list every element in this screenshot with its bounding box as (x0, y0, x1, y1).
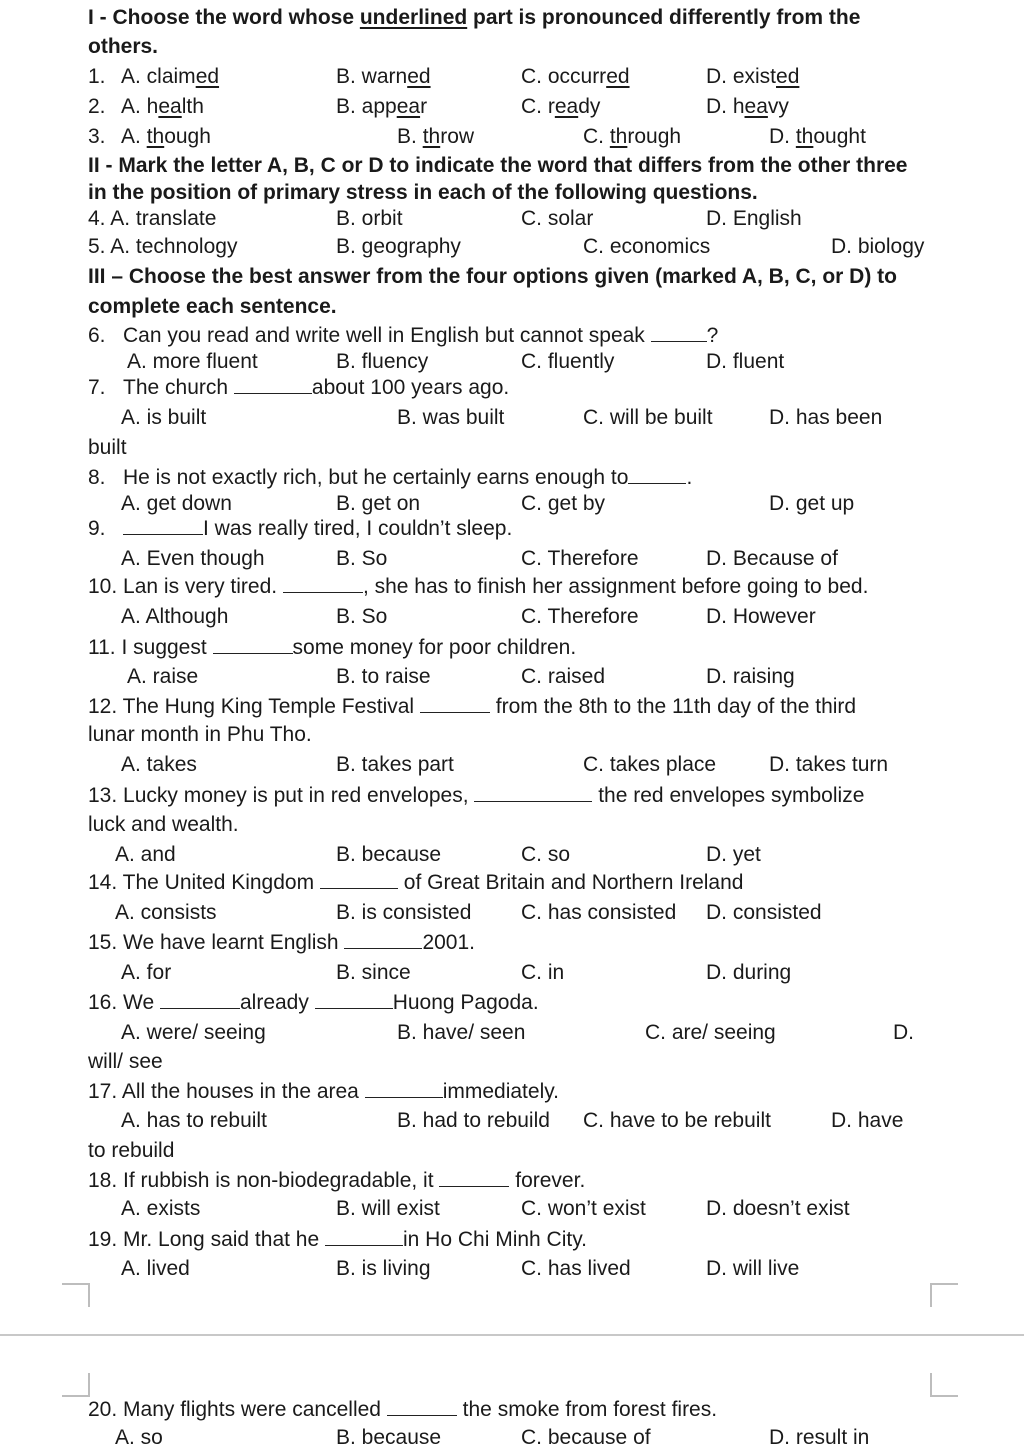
q3-option-c: C. through (583, 125, 682, 148)
q18-stem: 18. If rubbish is non-biodegradable, it forever. (88, 1169, 586, 1192)
q16-option-d: D. (893, 1021, 914, 1044)
heading-text: part is pronounced differently from the (467, 6, 861, 29)
q2-option-d: D. heavy (706, 95, 789, 118)
q19-option-a: A. lived (121, 1257, 190, 1280)
section-2-heading-cont: in the position of primary stress in each of the following questions. (88, 181, 758, 204)
heading-underlined-word: underlined (359, 6, 468, 29)
answer-blank[interactable] (320, 872, 398, 889)
q11-option-c: C. raised (521, 665, 606, 688)
q4-option-a: 4. A. translate (88, 207, 217, 230)
q14-option-b: B. is consisted (336, 901, 472, 924)
q15-option-c: C. in (521, 961, 565, 984)
q11-option-b: B. to raise (336, 665, 431, 688)
q4-option-d: D. English (706, 207, 802, 230)
q9-option-a: A. Even though (121, 547, 265, 570)
q7-option-a: A. is built (121, 406, 207, 429)
q6-number: 6. (88, 324, 106, 347)
q5-option-d: D. biology (831, 235, 925, 258)
answer-blank[interactable] (160, 992, 240, 1009)
q18-option-b: B. will exist (336, 1197, 440, 1220)
q10-option-b: B. So (336, 605, 388, 628)
q19-option-c: C. has lived (521, 1257, 631, 1280)
q10-option-d: D. However (706, 605, 816, 628)
q12-stem-cont: lunar month in Phu Tho. (88, 723, 312, 746)
q18-option-a: A. exists (121, 1197, 201, 1220)
q1-option-b: B. warned (336, 65, 431, 88)
q4-option-b: B. orbit (336, 207, 403, 230)
q1-number: 1. (88, 65, 106, 88)
q20-stem: 20. Many flights were cancelled the smoke from forest fires. (88, 1398, 718, 1421)
answer-blank[interactable] (123, 518, 203, 535)
q9-option-b: B. So (336, 547, 388, 570)
answer-blank[interactable] (474, 785, 592, 802)
q13-option-a: A. and (115, 843, 176, 866)
q7-option-b: B. was built (397, 406, 505, 429)
q1-option-c: C. occurred (521, 65, 630, 88)
q2-option-a: A. health (121, 95, 204, 118)
q8-option-b: B. get on (336, 492, 421, 515)
q5-option-b: B. geography (336, 235, 461, 258)
q7-stem: The church about 100 years ago. (123, 376, 510, 399)
q19-option-b: B. is living (336, 1257, 431, 1280)
section-3-heading-cont: complete each sentence. (88, 295, 337, 318)
q3-option-a: A. though (121, 125, 211, 148)
answer-blank[interactable] (651, 325, 707, 342)
q8-number: 8. (88, 466, 106, 489)
section-2-heading: II - Mark the letter A, B, C or D to indicate the word that differs from the other three (88, 154, 908, 177)
q16-option-b: B. have/ seen (397, 1021, 526, 1044)
q18-option-c: C. won’t exist (521, 1197, 646, 1220)
answer-blank[interactable] (365, 1081, 443, 1098)
q18-option-d: D. doesn’t exist (706, 1197, 850, 1220)
q17-option-d-cont: to rebuild (88, 1139, 175, 1162)
q8-stem: He is not exactly rich, but he certainly earns enough to . (123, 466, 693, 489)
q13-stem: 13. Lucky money is put in red envelopes, the red envelopes symbolize (88, 784, 865, 807)
q17-option-c: C. have to be rebuilt (583, 1109, 771, 1132)
q3-option-d: D. thought (769, 125, 866, 148)
answer-blank[interactable] (344, 932, 422, 949)
answer-blank[interactable] (234, 377, 312, 394)
answer-blank[interactable] (628, 467, 686, 484)
q8-option-d: D. get up (769, 492, 855, 515)
q17-option-a: A. has to rebuilt (121, 1109, 267, 1132)
q6-option-b: B. fluency (336, 350, 429, 373)
q6-stem: Can you read and write well in English but cannot speak ? (123, 324, 719, 347)
q10-option-a: A. Although (121, 605, 229, 628)
answer-blank[interactable] (283, 576, 363, 593)
q9-option-d: D. Because of (706, 547, 838, 570)
heading-text: I - Choose the word whose (88, 6, 360, 29)
page-corner-mark (62, 1373, 90, 1397)
q5-option-c: C. economics (583, 235, 711, 258)
q16-option-d-cont: will/ see (88, 1050, 163, 1073)
q20-option-c: C. because of (521, 1426, 651, 1449)
q12-option-c: C. takes place (583, 753, 717, 776)
q7-number: 7. (88, 376, 106, 399)
section-1-heading (88, 5, 860, 31)
q2-number: 2. (88, 95, 106, 118)
q7-option-c: C. will be built (583, 406, 713, 429)
q12-option-a: A. takes (121, 753, 197, 776)
q7-option-d: D. has been (769, 406, 883, 429)
q10-stem: 10. Lan is very tired. , she has to finish her assignment before going to bed. (88, 575, 869, 598)
q10-option-c: C. Therefore (521, 605, 639, 628)
q9-number: 9. (88, 517, 106, 540)
q20-option-a: A. so (115, 1426, 163, 1449)
q14-option-c: C. has consisted (521, 901, 677, 924)
q17-option-d: D. have (831, 1109, 904, 1132)
answer-blank[interactable] (315, 992, 393, 1009)
q15-option-a: A. for (121, 961, 172, 984)
answer-blank[interactable] (420, 696, 490, 713)
q16-option-c: C. are/ seeing (645, 1021, 776, 1044)
q11-option-d: D. raising (706, 665, 795, 688)
q13-stem-cont: luck and wealth. (88, 813, 239, 836)
q6-option-c: C. fluently (521, 350, 615, 373)
q16-stem: 16. We already Huong Pagoda. (88, 991, 539, 1014)
q4-option-c: C. solar (521, 207, 594, 230)
page-corner-mark (62, 1283, 90, 1307)
q6-option-a: A. more fluent (127, 350, 258, 373)
answer-blank[interactable] (387, 1399, 457, 1416)
q19-option-d: D. will live (706, 1257, 800, 1280)
q14-stem: 14. The United Kingdom of Great Britain and Northern Ireland (88, 871, 744, 894)
q3-number: 3. (88, 125, 106, 148)
q12-stem: 12. The Hung King Temple Festival from the 8th to the 11th day of the third (88, 695, 857, 718)
q13-option-b: B. because (336, 843, 442, 866)
answer-blank[interactable] (213, 637, 293, 654)
q13-option-c: C. so (521, 843, 571, 866)
q19-stem: 19. Mr. Long said that he in Ho Chi Minh City. (88, 1228, 587, 1251)
q14-option-a: A. consists (115, 901, 217, 924)
q11-option-a: A. raise (127, 665, 199, 688)
page-corner-mark (930, 1283, 958, 1307)
q1-option-d: D. existed (706, 65, 800, 88)
q13-option-d: D. yet (706, 843, 761, 866)
q8-option-c: C. get by (521, 492, 606, 515)
q17-option-b: B. had to rebuild (397, 1109, 550, 1132)
q9-stem: I was really tired, I couldn’t sleep. (123, 516, 512, 542)
q7-option-d-cont: built (88, 436, 127, 459)
page-corner-mark (930, 1373, 958, 1397)
q2-option-c: C. ready (521, 95, 601, 118)
section-1-heading-cont: others. (88, 35, 159, 58)
q8-option-a: A. get down (121, 492, 232, 515)
q15-option-d: D. during (706, 961, 792, 984)
section-3-heading: III – Choose the best answer from the four options given (marked A, B, C, or D) to (88, 265, 897, 288)
q12-option-d: D. takes turn (769, 753, 889, 776)
page-separator (0, 1334, 1024, 1336)
answer-blank[interactable] (325, 1229, 403, 1246)
q12-option-b: B. takes part (336, 753, 454, 776)
q20-option-b: B. because (336, 1426, 442, 1449)
q15-stem: 15. We have learnt English 2001. (88, 931, 475, 954)
q3-option-b: B. throw (397, 125, 475, 148)
q14-option-d: D. consisted (706, 901, 822, 924)
q20-option-d: D. result in (769, 1426, 870, 1449)
q16-option-a: A. were/ seeing (121, 1021, 266, 1044)
q11-stem: 11. I suggest some money for poor children. (88, 636, 577, 659)
q2-option-b: B. appear (336, 95, 428, 118)
q1-option-a: A. claimed (121, 65, 220, 88)
q15-option-b: B. since (336, 961, 411, 984)
q5-option-a: 5. A. technology (88, 235, 238, 258)
answer-blank[interactable] (439, 1170, 509, 1187)
q6-option-d: D. fluent (706, 350, 785, 373)
q9-option-c: C. Therefore (521, 547, 639, 570)
q17-stem: 17. All the houses in the area immediately. (88, 1080, 560, 1103)
